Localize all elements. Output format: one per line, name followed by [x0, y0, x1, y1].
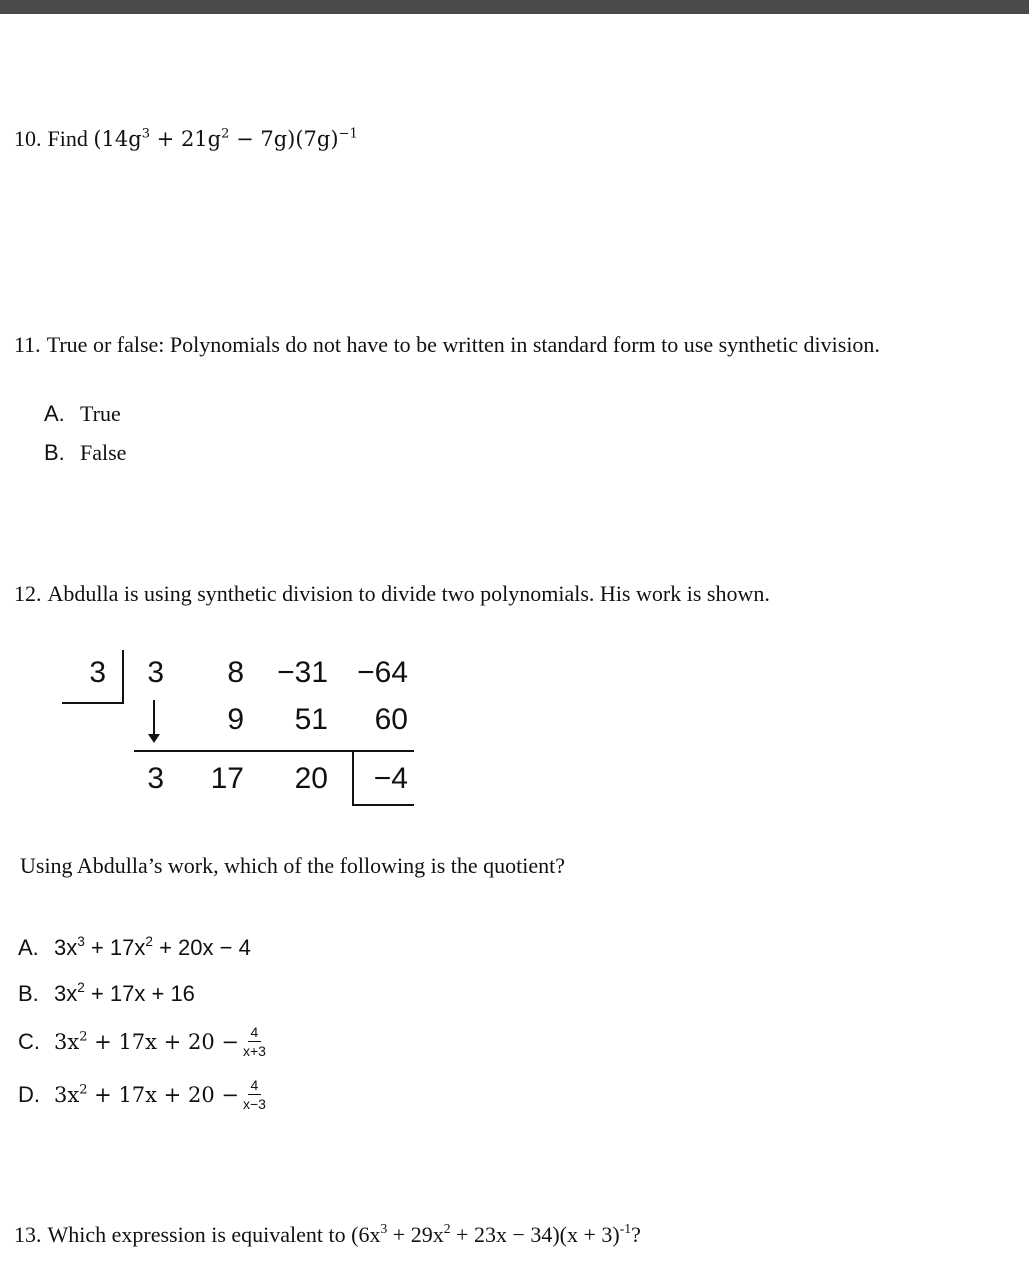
fraction: $\frac{4}{x-3}$: [242, 1077, 266, 1112]
question-13: [14, 1222, 641, 1248]
question-text: Which expression is equivalent to: [47, 1222, 346, 1247]
q12-option-d[interactable]: [18, 1077, 266, 1112]
fraction: $\frac{4}{x+3}$: [242, 1024, 266, 1059]
option-text: True: [80, 401, 121, 426]
question-number: 13.: [14, 1222, 42, 1247]
remainder-box-left: [352, 752, 354, 806]
divisor: 3: [89, 656, 106, 689]
question-12: [14, 581, 770, 607]
question-12-prompt: Using Abdulla’s work, which of the following is the quotient?: [20, 853, 566, 878]
remainder-box-bottom: [352, 804, 414, 806]
result-value: 20: [294, 762, 328, 795]
coefficient: −64: [357, 656, 408, 689]
result-value: 17: [210, 762, 244, 795]
option-text: $3x^2 + 17x + 20$ −: [54, 1029, 239, 1054]
option-text: False: [80, 440, 127, 465]
question-text: Abdulla is using synthetic division to divide two polynomials. His work is shown.: [47, 581, 770, 606]
question-number: 12.: [14, 581, 42, 606]
question-10: [14, 126, 358, 152]
coefficient: 3: [147, 656, 164, 689]
product: 60: [374, 703, 408, 736]
remainder: −4: [373, 762, 408, 795]
option-letter: A.: [18, 935, 39, 960]
arrow-head-icon: [148, 734, 160, 744]
coefficient: 8: [227, 656, 244, 689]
option-letter: C.: [18, 1028, 40, 1054]
q12-option-c[interactable]: [18, 1024, 266, 1059]
question-11: [14, 332, 880, 358]
question-number: 10.: [14, 126, 42, 151]
q12-option-a[interactable]: [18, 935, 251, 961]
option-letter: D.: [18, 1081, 40, 1107]
question-text: True or false: Polynomials do not have to be written in standard form to use synthetic division.: [46, 332, 880, 357]
divisor-bar: [122, 650, 124, 704]
option-letter: A.: [44, 401, 65, 426]
q12-option-b[interactable]: [18, 981, 195, 1007]
product: 51: [294, 703, 328, 736]
product: 9: [227, 703, 244, 736]
question-expression: $(6x^3 + 29x^2 + 23x - 34)(x + 3)^{-1}$?: [351, 1221, 641, 1247]
q11-option-a[interactable]: [44, 401, 121, 427]
option-letter: B.: [18, 981, 39, 1006]
option-text: $3x^2 + 17x + 16$: [54, 980, 195, 1006]
result-value: 3: [147, 762, 164, 795]
divisor-underline: [62, 702, 124, 704]
question-number: 11.: [14, 332, 41, 357]
option-text: $3x^2 + 17x + 20$ −: [54, 1082, 239, 1107]
question-expression: $(14g^3 + 21g^2 - 7g)(7g)^{-1}$: [93, 126, 358, 151]
sum-line: [134, 750, 414, 752]
coefficient: −31: [277, 656, 328, 689]
q11-option-b[interactable]: [44, 440, 126, 466]
top-bar: [0, 0, 1029, 14]
down-arrow-icon: [153, 700, 155, 738]
question-text: Find: [47, 126, 88, 151]
option-text: $3x^3 + 17x^2 + 20x - 4$: [54, 934, 251, 960]
option-letter: B.: [44, 440, 65, 465]
